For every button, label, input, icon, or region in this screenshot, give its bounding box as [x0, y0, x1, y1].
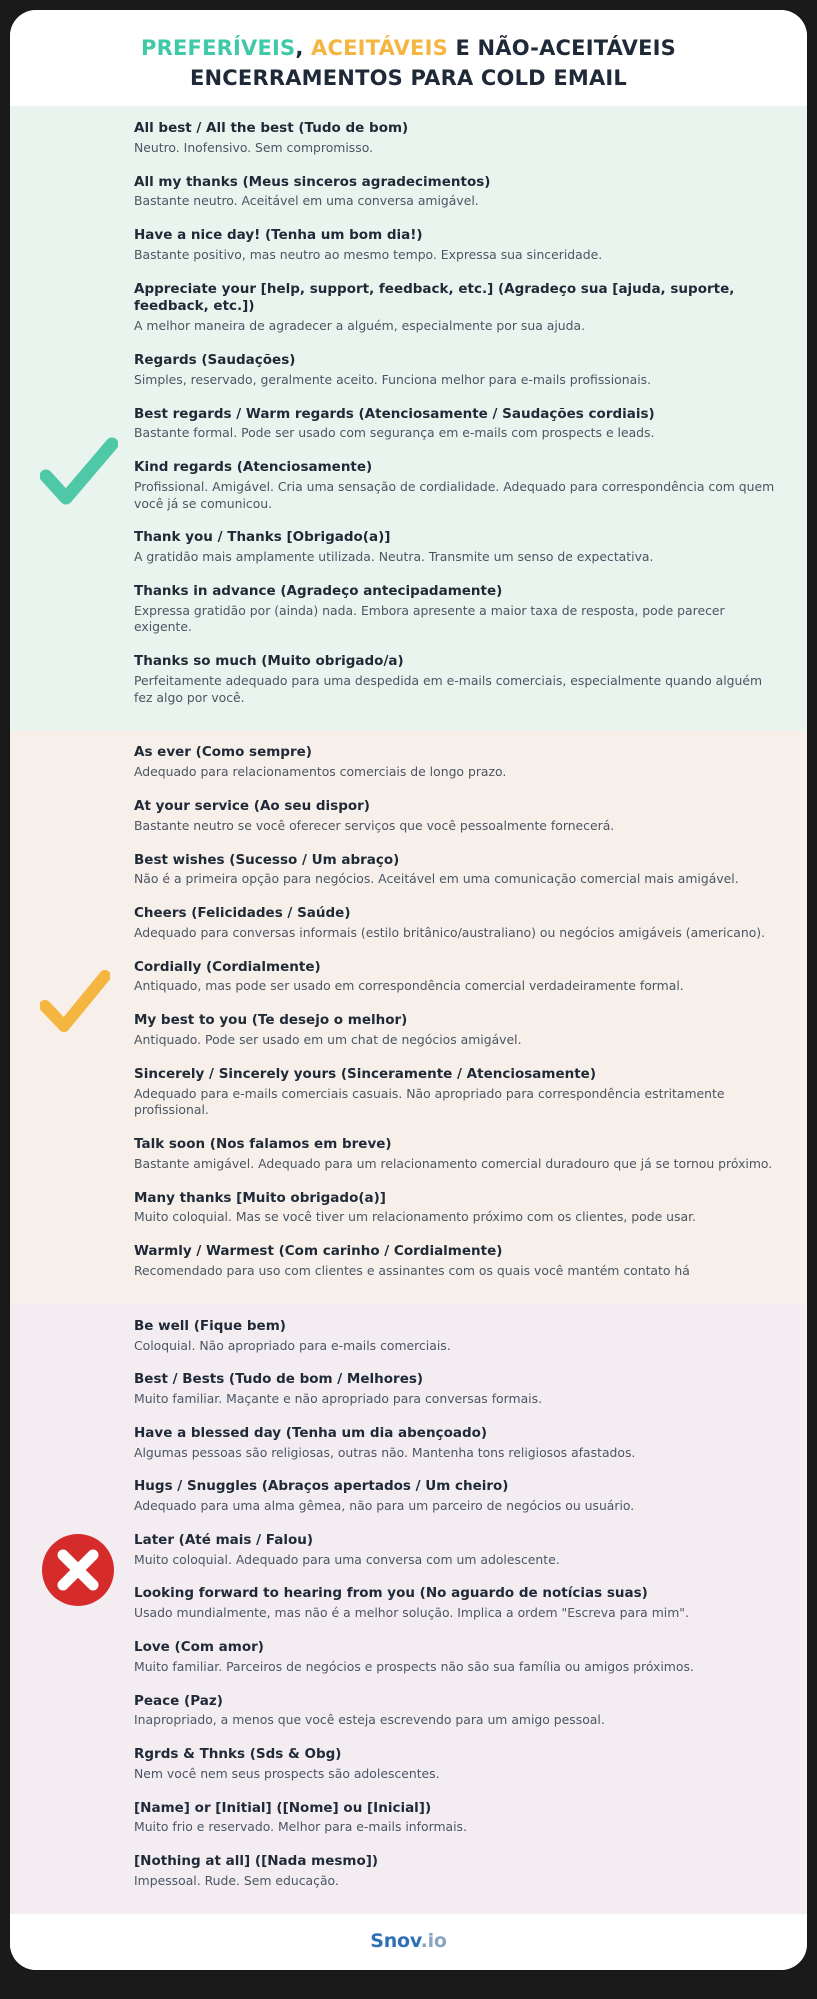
- item-description: Neutro. Inofensivo. Sem compromisso.: [134, 139, 374, 155]
- list-item: [134, 852, 777, 889]
- item-description: Muito coloquial. Mas se você tiver um relacionamento próximo com os clientes, pode usar.: [134, 1209, 696, 1225]
- header: [10, 10, 807, 106]
- item-title: Thanks in advance (Agradeço antecipadamente): [134, 582, 503, 599]
- list-item: [134, 1371, 777, 1408]
- header-sep-2: E: [447, 36, 478, 60]
- list-item: [134, 1800, 777, 1837]
- list-item: [134, 1425, 777, 1462]
- item-title: Cordially (Cordialmente): [134, 958, 321, 975]
- item-title: As ever (Como sempre): [134, 744, 312, 761]
- item-description: Inapropriado, a menos que você esteja escrevendo para um amigo pessoal.: [134, 1712, 605, 1728]
- item-description: A gratidão mais amplamente utilizada. Neutra. Transmite um senso de expectativa.: [134, 549, 654, 565]
- list-item: [134, 174, 777, 211]
- item-title: Rgrds & Thnks (Sds & Obg): [134, 1746, 342, 1763]
- preferable-item-list: [10, 120, 807, 706]
- item-description: Não é a primeira opção para negócios. Aceitável em uma comunicação comercial mais amigável.: [134, 871, 739, 887]
- item-title: Talk soon (Nos falamos em breve): [134, 1136, 392, 1153]
- item-description: Recomendado para uso com clientes e assinantes com os quais você mantém contato há: [134, 1262, 690, 1278]
- list-item: [134, 459, 777, 512]
- item-title: Warmly / Warmest (Com carinho / Cordialmente): [134, 1243, 503, 1260]
- item-description: Usado mundialmente, mas não é a melhor solução. Implica a ordem "Escreva para mim".: [134, 1605, 689, 1621]
- item-description: Adequado para uma alma gêmea, não para um parceiro de negócios ou usuário.: [134, 1498, 635, 1514]
- header-word-acceptable: ACEITÁVEIS: [311, 36, 448, 60]
- item-title: Have a blessed day (Tenha um dia abençoado): [134, 1424, 488, 1441]
- list-item: [134, 352, 777, 389]
- item-title: All best / All the best (Tudo de bom): [134, 120, 409, 136]
- item-title: Kind regards (Atenciosamente): [134, 459, 373, 476]
- list-item: [134, 1639, 777, 1676]
- logo-suffix-text: .io: [420, 1929, 447, 1952]
- list-item: [134, 905, 777, 942]
- list-item: [134, 1136, 777, 1173]
- item-title: Thanks so much (Muito obrigado/a): [134, 653, 404, 670]
- item-description: Adequado para conversas informais (estilo britânico/australiano) ou negócios amigáveis (americano).: [134, 924, 766, 940]
- red-cross-icon: [40, 1532, 116, 1608]
- item-title: Thank you / Thanks [Obrigado(a)]: [134, 529, 391, 546]
- item-title: Best regards / Warm regards (Atenciosamente / Saudações cordiais): [134, 405, 655, 422]
- item-description: Antiquado, mas pode ser usado em correspondência comercial verdadeiramente formal.: [134, 978, 684, 994]
- list-item: [134, 959, 777, 996]
- list-item: [134, 529, 777, 566]
- item-description: Algumas pessoas são religiosas, outras não. Mantenha tons religiosos afastados.: [134, 1444, 636, 1460]
- list-item: [134, 1853, 777, 1890]
- item-description: Impessoal. Rude. Sem educação.: [134, 1872, 339, 1888]
- list-item: [134, 1243, 777, 1280]
- item-description: Antiquado. Pode ser usado em um chat de negócios amigável.: [134, 1032, 522, 1048]
- item-title: [Nothing at all] ([Nada mesmo]): [134, 1853, 379, 1870]
- item-description: Bastante neutro. Aceitável em uma conversa amigável.: [134, 193, 479, 209]
- footer: [10, 1914, 807, 1970]
- item-description: Bastante formal. Pode ser usado com segurança em e-mails com prospects e leads.: [134, 425, 655, 441]
- item-description: Muito familiar. Parceiros de negócios e prospects não são sua família ou amigos próximos.: [134, 1658, 694, 1674]
- header-word-preferable: PREFERÍVEIS: [141, 36, 296, 60]
- item-description: A melhor maneira de agradecer a alguém, especialmente por sua ajuda.: [134, 318, 586, 334]
- item-title: [Name] or [Initial] ([Nome] ou [Inicial]): [134, 1799, 432, 1816]
- header-word-unacceptable: NÃO-ACEITÁVEIS: [477, 36, 676, 60]
- list-item: [134, 281, 777, 335]
- item-title: All my thanks (Meus sinceros agradecimentos): [134, 173, 491, 190]
- list-item: [134, 406, 777, 443]
- item-description: Muito coloquial. Adequado para uma conversa com um adolescente.: [134, 1551, 560, 1567]
- item-description: Bastante neutro se você oferecer serviços que você pessoalmente fornecerá.: [134, 817, 615, 833]
- list-item: [134, 120, 777, 157]
- list-item: [134, 1012, 777, 1049]
- item-description: Adequado para e-mails comerciais casuais. Não apropriado para correspondência estritamente profissional.: [134, 1085, 725, 1118]
- item-description: Coloquial. Não apropriado para e-mails comerciais.: [134, 1337, 451, 1353]
- header-title-line-1: [10, 36, 807, 60]
- list-item: [134, 653, 777, 706]
- item-description: Bastante positivo, mas neutro ao mesmo tempo. Expressa sua sinceridade.: [134, 246, 603, 262]
- list-item: [134, 1478, 777, 1515]
- item-title: Best / Bests (Tudo de bom / Melhores): [134, 1371, 424, 1388]
- item-title: My best to you (Te desejo o melhor): [134, 1012, 408, 1029]
- list-item: [134, 1066, 777, 1119]
- item-title: Many thanks [Muito obrigado(a)]: [134, 1189, 386, 1206]
- item-title: Best wishes (Sucesso / Um abraço): [134, 851, 400, 868]
- list-item: [134, 1190, 777, 1227]
- section-preferable: [10, 106, 807, 730]
- infographic-card: [10, 10, 807, 1970]
- item-title: Love (Com amor): [134, 1638, 264, 1655]
- item-description: Profissional. Amigável. Cria uma sensação de cordialidade. Adequado para correspondência com quem você já se comunicou.: [134, 478, 775, 511]
- list-item: [134, 227, 777, 264]
- item-title: Cheers (Felicidades / Saúde): [134, 905, 351, 922]
- list-item: [134, 1746, 777, 1783]
- snov-logo: [370, 1930, 447, 1952]
- list-item: [134, 798, 777, 835]
- item-title: Have a nice day! (Tenha um bom dia!): [134, 227, 423, 244]
- item-description: Simples, reservado, geralmente aceito. Funciona melhor para e-mails profissionais.: [134, 371, 652, 387]
- item-title: Appreciate your [help, support, feedback, etc.] (Agradeço sua [ajuda, suporte, feedback, etc.]): [134, 280, 735, 315]
- item-title: Be well (Fique bem): [134, 1317, 286, 1334]
- list-item: [134, 1532, 777, 1569]
- list-item: [134, 583, 777, 636]
- header-sep-1: ,: [295, 36, 312, 60]
- unacceptable-item-list: [10, 1318, 807, 1890]
- section-acceptable: [10, 730, 807, 1303]
- item-description: Muito frio e reservado. Melhor para e-mails informais.: [134, 1819, 467, 1835]
- green-check-icon: [40, 436, 118, 514]
- item-description: Bastante amigável. Adequado para um relacionamento comercial duradouro que já se tornou próximo.: [134, 1155, 773, 1171]
- item-description: Perfeitamente adequado para uma despedida em e-mails comerciais, especialmente quando alguém fez algo por você.: [134, 673, 763, 705]
- item-title: Looking forward to hearing from you (No aguardo de notícias suas): [134, 1585, 648, 1602]
- item-description: Muito familiar. Maçante e não apropriado para conversas formais.: [134, 1391, 543, 1407]
- acceptable-item-list: [10, 744, 807, 1279]
- list-item: [134, 1693, 777, 1730]
- item-title: Later (Até mais / Falou): [134, 1531, 314, 1548]
- item-title: Hugs / Snuggles (Abraços apertados / Um cheiro): [134, 1478, 509, 1495]
- item-description: Nem você nem seus prospects são adolescentes.: [134, 1765, 440, 1781]
- list-item: [134, 1318, 777, 1355]
- item-title: At your service (Ao seu dispor): [134, 798, 370, 815]
- item-title: Peace (Paz): [134, 1692, 223, 1709]
- item-description: Expressa gratidão por (ainda) nada. Embora apresente a maior taxa de resposta, pode parecer exigente.: [134, 602, 725, 635]
- logo-main-text: Snov: [370, 1929, 421, 1952]
- header-title-line-2: ENCERRAMENTOS PARA COLD EMAIL: [189, 66, 628, 90]
- item-title: Sincerely / Sincerely yours (Sinceramente / Atenciosamente): [134, 1065, 596, 1082]
- item-description: Adequado para relacionamentos comerciais de longo prazo.: [134, 764, 507, 780]
- amber-check-icon: [40, 970, 110, 1040]
- list-item: [134, 1585, 777, 1622]
- section-unacceptable: [10, 1304, 807, 1914]
- list-item: [134, 744, 777, 781]
- item-title: Regards (Saudações): [134, 352, 296, 368]
